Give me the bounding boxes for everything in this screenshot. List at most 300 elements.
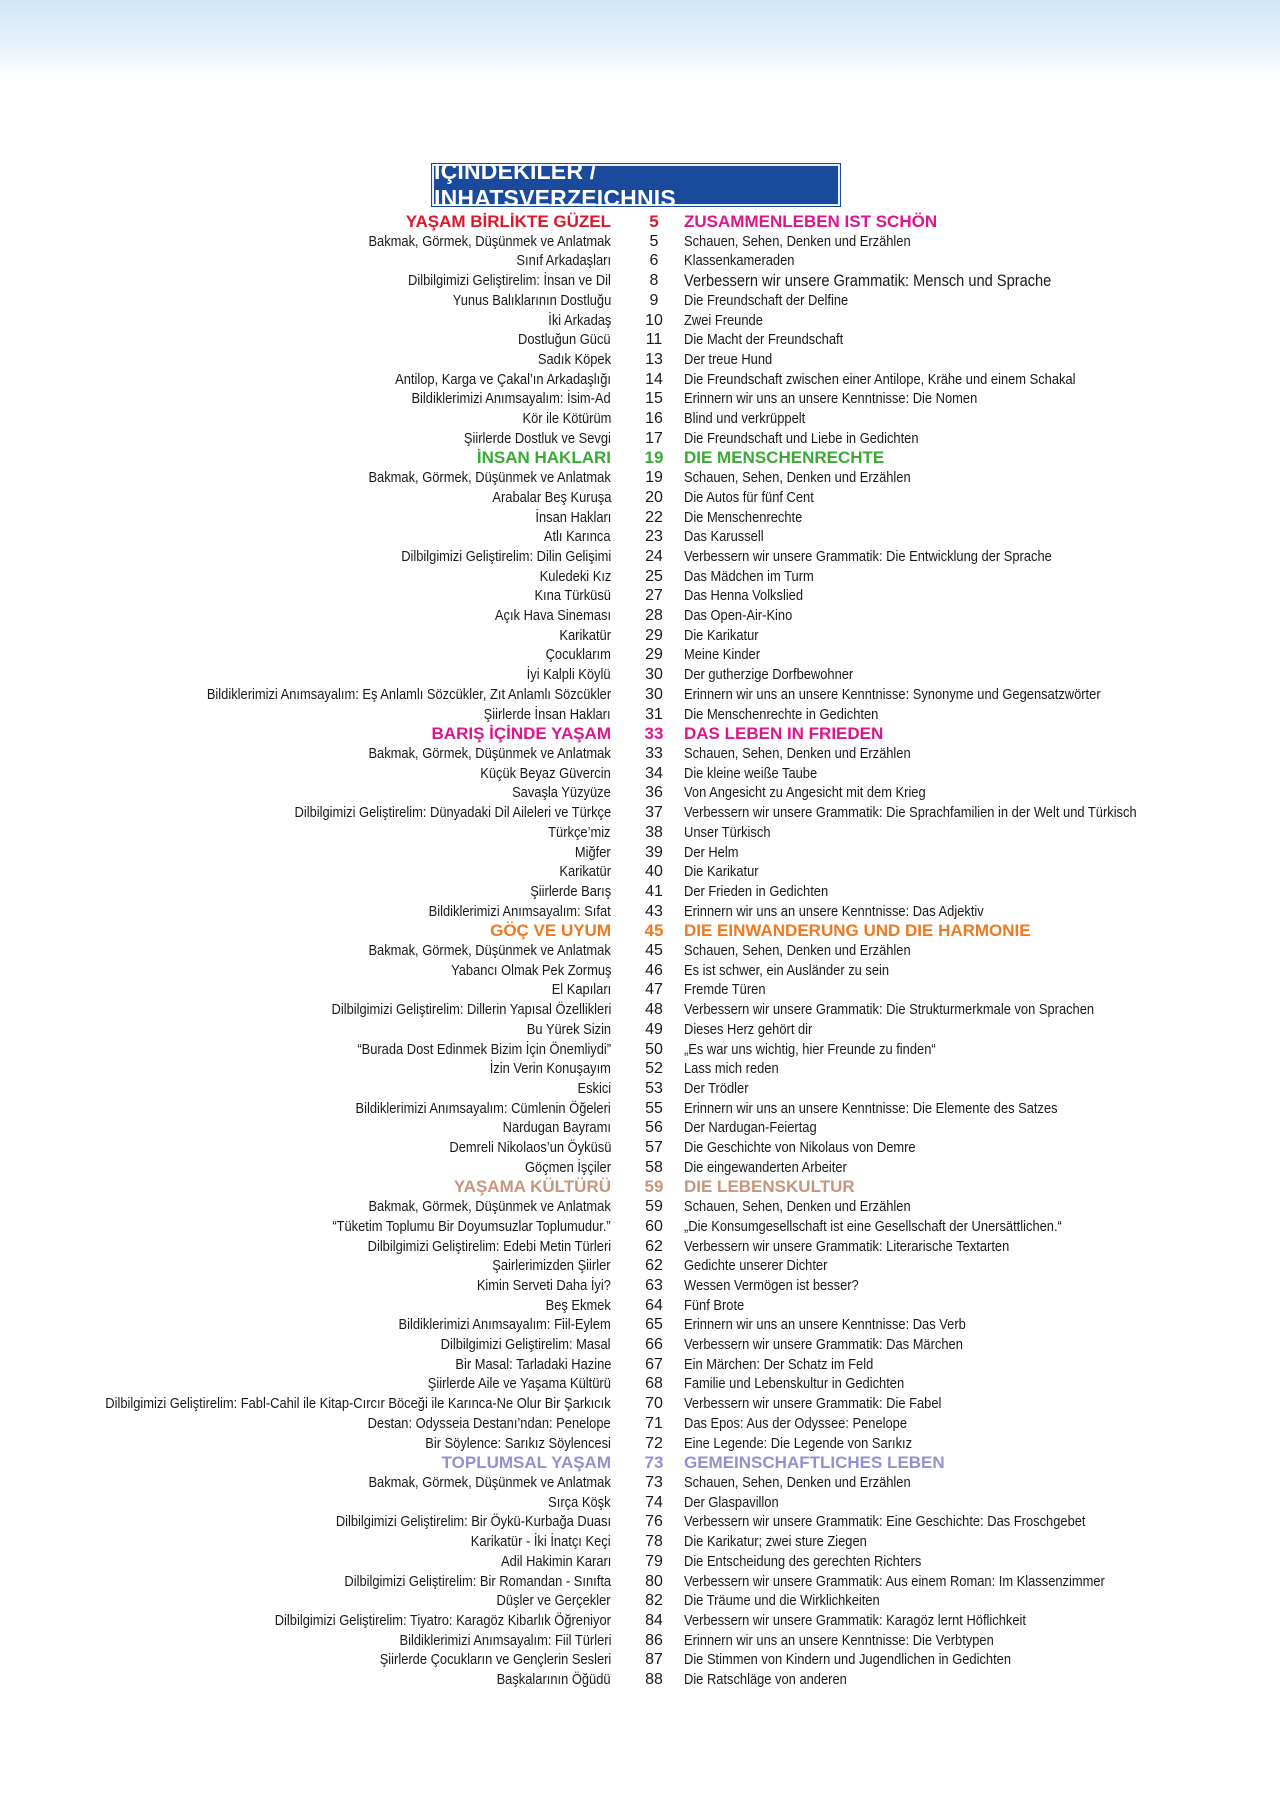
entry-title-de: Verbessern wir unsere Grammatik: Die Entwicklung der Sprache xyxy=(684,547,1052,565)
entry-title-de: Die Macht der Freundschaft xyxy=(684,331,844,349)
toc-row xyxy=(0,626,1280,646)
entry-title-de: Die Freundschaft und Liebe in Gedichten xyxy=(684,429,919,447)
toc-row xyxy=(0,1650,1280,1670)
page-number: 64 xyxy=(645,1296,663,1314)
page-number: 30 xyxy=(645,666,663,684)
entry-title-tr: Dilbilgimizi Geliştirelim: Bir Öykü-Kurbağa Duası xyxy=(335,1513,611,1531)
page-number: 50 xyxy=(645,1040,663,1058)
page-number: 46 xyxy=(645,961,663,979)
toc-row xyxy=(0,1296,1280,1316)
toc-row xyxy=(0,1532,1280,1552)
entry-title-de: Eine Legende: Die Legende von Sarıkız xyxy=(684,1434,913,1452)
entry-title-tr: Bildiklerimizi Anımsayalım: İsim-Ad xyxy=(411,390,611,408)
page-number: 58 xyxy=(645,1158,663,1176)
entry-title-tr: Bakmak, Görmek, Düşünmek ve Anlatmak xyxy=(368,469,611,487)
entry-title-de: Die Karikatur xyxy=(684,863,759,881)
toc-row xyxy=(0,961,1280,981)
entry-title-de: Die Freundschaft zwischen einer Antilope, Krähe und einem Schakal xyxy=(684,370,1076,388)
toc-row xyxy=(0,1394,1280,1414)
entry-title-de: Die Freundschaft der Delfine xyxy=(684,291,849,309)
entry-title-de: Schauen, Sehen, Denken und Erzählen xyxy=(684,1198,911,1216)
entry-title-de: Die Ratschläge von anderen xyxy=(684,1671,847,1689)
entry-title-de: „Die Konsumgesellschaft ist eine Gesellschaft der Unersättlichen.“ xyxy=(684,1217,1062,1235)
page-number: 39 xyxy=(645,843,663,861)
page-number: 65 xyxy=(645,1316,663,1334)
entry-title-tr: Dilbilgimizi Geliştirelim: Dünyadaki Dil Aileleri ve Türkçe xyxy=(294,804,611,822)
toc-row xyxy=(0,1572,1280,1592)
toc-row xyxy=(0,1335,1280,1355)
entry-title-tr: Şiirlerde Dostluk ve Sevgi xyxy=(464,429,611,447)
toc-row xyxy=(0,1473,1280,1493)
section-row xyxy=(0,724,1280,744)
entry-title-tr: Bildiklerimizi Anımsayalım: Fiil-Eylem xyxy=(398,1316,611,1334)
toc-row xyxy=(0,547,1280,567)
page-number: 88 xyxy=(645,1671,663,1689)
page-number: 5 xyxy=(649,232,659,250)
entry-title-tr: Küçük Beyaz Güvercin xyxy=(480,764,611,782)
top-gradient-band xyxy=(0,0,1280,78)
entry-title-de: Die Stimmen von Kindern und Jugendlichen in Gedichten xyxy=(684,1651,1012,1669)
page-number: 86 xyxy=(645,1631,663,1649)
entry-title-de: Die Geschichte von Nikolaus von Demre xyxy=(684,1139,916,1157)
entry-title-tr: Dilbilgimizi Geliştirelim: Dillerin Yapısal Özellikleri xyxy=(331,1001,611,1019)
entry-title-tr: Dostluğun Gücü xyxy=(518,331,611,349)
toc-row xyxy=(0,370,1280,390)
toc-row xyxy=(0,1591,1280,1611)
page-number: 70 xyxy=(645,1395,663,1413)
page-number: 24 xyxy=(645,547,663,565)
page-number: 43 xyxy=(645,902,663,920)
page-number: 68 xyxy=(645,1375,663,1393)
entry-title-tr: Açık Hava Sineması xyxy=(494,607,611,625)
section-title-tr: BARIŞ İÇİNDE YAŞAM xyxy=(431,724,611,744)
page-number: 34 xyxy=(645,764,663,782)
toc-row xyxy=(0,1040,1280,1060)
entry-title-de: Gedichte unserer Dichter xyxy=(684,1257,828,1275)
entry-title-de: Verbessern wir unsere Grammatik: Karagöz lernt Höflichkeit xyxy=(684,1611,1026,1629)
entry-title-tr: Yunus Balıklarının Dostluğu xyxy=(452,291,611,309)
page-number: 52 xyxy=(645,1060,663,1078)
entry-title-tr: Düşler ve Gerçekler xyxy=(497,1592,611,1610)
entry-title-de: Der Glaspavillon xyxy=(684,1493,779,1511)
entry-title-de: Unser Türkisch xyxy=(684,823,771,841)
page-number: 33 xyxy=(645,744,663,762)
toc-row xyxy=(0,606,1280,626)
section-title-de: DAS LEBEN IN FRIEDEN xyxy=(684,724,884,744)
page-number: 22 xyxy=(645,508,663,526)
entry-title-de: Erinnern wir uns an unsere Kenntnisse: Die Nomen xyxy=(684,390,978,408)
entry-title-de: „Es war uns wichtig, hier Freunde zu finden“ xyxy=(684,1040,936,1058)
entry-title-tr: Arabalar Beş Kuruşa xyxy=(491,488,611,506)
entry-title-tr: Eskici xyxy=(577,1079,611,1097)
entry-title-de: Dieses Herz gehört dir xyxy=(684,1020,813,1038)
page-number: 73 xyxy=(644,1453,664,1473)
entry-title-de: Schauen, Sehen, Denken und Erzählen xyxy=(684,232,911,250)
page-number: 29 xyxy=(645,646,663,664)
entry-title-de: Der gutherzige Dorfbewohner xyxy=(684,666,854,684)
entry-title-de: Verbessern wir unsere Grammatik: Eine Geschichte: Das Froschgebet xyxy=(684,1513,1086,1531)
page-number: 23 xyxy=(645,528,663,546)
entry-title-tr: Dilbilgimizi Geliştirelim: Edebi Metin Türleri xyxy=(367,1237,611,1255)
entry-title-tr: “Tüketim Toplumu Bir Doyumsuzlar Toplumudur.” xyxy=(332,1217,611,1235)
entry-title-tr: Beş Ekmek xyxy=(545,1296,611,1314)
entry-title-de: Fünf Brote xyxy=(684,1296,745,1314)
entry-title-de: Meine Kinder xyxy=(684,646,761,664)
toc-row xyxy=(0,902,1280,922)
entry-title-tr: Karikatür - İki İnatçı Keçi xyxy=(471,1533,611,1551)
section-row xyxy=(0,921,1280,941)
toc-row xyxy=(0,527,1280,547)
toc-row xyxy=(0,764,1280,784)
entry-title-tr: İki Arkadaş xyxy=(547,311,611,329)
entry-title-de: Der Frieden in Gedichten xyxy=(684,882,829,900)
toc-row xyxy=(0,567,1280,587)
toc-row xyxy=(0,941,1280,961)
entry-title-tr: Kuledeki Kız xyxy=(539,567,611,585)
toc-row xyxy=(0,1059,1280,1079)
page-number: 82 xyxy=(645,1592,663,1610)
entry-title-de: Erinnern wir uns an unsere Kenntnisse: Das Adjektiv xyxy=(684,902,984,920)
page-number: 8 xyxy=(649,272,659,290)
section-title-tr: TOPLUMSAL YAŞAM xyxy=(441,1453,611,1473)
page-number: 74 xyxy=(645,1493,663,1511)
section-title-de: DIE EINWANDERUNG UND DIE HARMONIE xyxy=(684,921,1031,941)
page-number: 79 xyxy=(645,1552,663,1570)
entry-title-tr: Bakmak, Görmek, Düşünmek ve Anlatmak xyxy=(368,744,611,762)
page-number: 6 xyxy=(649,252,659,270)
page-number: 28 xyxy=(645,607,663,625)
page-number: 73 xyxy=(645,1474,663,1491)
page-number: 15 xyxy=(645,390,663,408)
entry-title-tr: Dilbilgimizi Geliştirelim: Tiyatro: Karagöz Kibarlık Öğreniyor xyxy=(274,1611,611,1629)
entry-title-tr: Bu Yürek Sizin xyxy=(526,1020,611,1038)
page-number: 19 xyxy=(644,448,664,468)
entry-title-tr: Sırça Köşk xyxy=(548,1493,611,1511)
entry-title-tr: Şiirlerde İnsan Hakları xyxy=(484,705,611,723)
entry-title-tr: Bakmak, Görmek, Düşünmek ve Anlatmak xyxy=(368,1198,611,1216)
toc-row xyxy=(0,271,1280,291)
toc-row xyxy=(0,508,1280,528)
table-of-contents xyxy=(0,212,1280,1690)
entry-title-de: Die eingewanderten Arbeiter xyxy=(684,1158,847,1176)
entry-title-tr: Miğfer xyxy=(575,843,611,861)
entry-title-de: Schauen, Sehen, Denken und Erzählen xyxy=(684,744,911,762)
entry-title-tr: Şiirlerde Çocukların ve Gençlerin Sesleri xyxy=(379,1651,611,1669)
entry-title-de: Die Karikatur; zwei sture Ziegen xyxy=(684,1533,867,1551)
entry-title-tr: Sadık Köpek xyxy=(537,350,611,368)
page-number: 87 xyxy=(645,1651,663,1669)
page-number: 59 xyxy=(645,1198,663,1216)
toc-row xyxy=(0,744,1280,764)
entry-title-tr: Şiirlerde Aile ve Yaşama Kültürü xyxy=(427,1375,611,1393)
toc-row xyxy=(0,1276,1280,1296)
entry-title-tr: Dilbilgimizi Geliştirelim: İnsan ve Dil xyxy=(408,272,611,290)
toc-row xyxy=(0,1670,1280,1690)
section-title-tr: YAŞAMA KÜLTÜRÜ xyxy=(453,1177,611,1197)
page-number: 11 xyxy=(645,331,663,349)
toc-row xyxy=(0,1217,1280,1237)
entry-title-de: Zwei Freunde xyxy=(684,311,763,329)
page-number: 84 xyxy=(645,1611,663,1629)
toc-row xyxy=(0,1237,1280,1257)
page-number: 17 xyxy=(645,429,663,447)
entry-title-tr: Şairlerimizden Şiirler xyxy=(492,1257,611,1275)
toc-row xyxy=(0,882,1280,902)
toc-row xyxy=(0,409,1280,429)
section-row xyxy=(0,448,1280,468)
page-number: 59 xyxy=(644,1177,664,1197)
section-title-de: DIE LEBENSKULTUR xyxy=(684,1177,855,1197)
toc-row xyxy=(0,862,1280,882)
entry-title-de: Verbessern wir unsere Grammatik: Literarische Textarten xyxy=(684,1237,1010,1255)
entry-title-tr: Antilop, Karga ve Çakal’ın Arkadaşlığı xyxy=(395,370,611,388)
page-number: 16 xyxy=(645,410,663,428)
entry-title-tr: Dilbilgimizi Geliştirelim: Fabl-Cahil ile Kitap-Cırcır Böceği ile Karınca-Ne Olur Bir Şarkıcık xyxy=(105,1395,611,1413)
page-number: 80 xyxy=(645,1572,663,1590)
toc-row xyxy=(0,1000,1280,1020)
toc-row xyxy=(0,1374,1280,1394)
entry-title-de: Verbessern wir unsere Grammatik: Aus einem Roman: Im Klassenzimmer xyxy=(684,1572,1105,1590)
entry-title-tr: Bildiklerimizi Anımsayalım: Cümlenin Öğeleri xyxy=(355,1099,611,1117)
entry-title-tr: İzin Verin Konuşayım xyxy=(489,1060,611,1078)
entry-title-de: Lass mich reden xyxy=(684,1060,779,1078)
entry-title-de: Wessen Vermögen ist besser? xyxy=(684,1276,859,1294)
page-number: 67 xyxy=(645,1355,663,1373)
page-number: 47 xyxy=(645,981,663,999)
page-number: 19 xyxy=(645,469,663,487)
section-title-tr: GÖÇ VE UYUM xyxy=(490,921,611,941)
entry-title-de: Erinnern wir uns an unsere Kenntnisse: Die Elemente des Satzes xyxy=(684,1099,1058,1117)
page-number: 10 xyxy=(645,311,663,329)
toc-row xyxy=(0,1355,1280,1375)
toc-row xyxy=(0,1552,1280,1572)
page-number: 71 xyxy=(645,1414,663,1432)
page-number: 27 xyxy=(645,587,663,605)
page-number: 36 xyxy=(645,784,663,802)
entry-title-tr: Türkçe’miz xyxy=(548,823,611,841)
entry-title-de: Die Träume und die Wirklichkeiten xyxy=(684,1592,880,1610)
toc-row xyxy=(0,350,1280,370)
page-number: 60 xyxy=(645,1217,663,1235)
page-number: 53 xyxy=(645,1079,663,1097)
entry-title-de: Verbessern wir unsere Grammatik: Die Fabel xyxy=(684,1395,942,1413)
section-row xyxy=(0,1177,1280,1197)
entry-title-tr: El Kapıları xyxy=(551,981,611,999)
page-number: 30 xyxy=(645,685,663,703)
page-number: 20 xyxy=(645,488,663,506)
entry-title-de: Blind und verkrüppelt xyxy=(684,410,806,428)
toc-row xyxy=(0,645,1280,665)
toc-row xyxy=(0,251,1280,271)
page-number: 57 xyxy=(645,1139,663,1157)
toc-row xyxy=(0,232,1280,252)
entry-title-tr: Kına Türküsü xyxy=(534,587,611,605)
entry-title-tr: Karikatür xyxy=(559,863,611,881)
entry-title-de: Das Epos: Aus der Odyssee: Penelope xyxy=(684,1414,908,1432)
page-number: 38 xyxy=(645,823,663,841)
entry-title-tr: Dilbilgimizi Geliştirelim: Dilin Gelişimi xyxy=(400,547,611,565)
toc-row xyxy=(0,488,1280,508)
entry-title-tr: Kör ile Kötürüm xyxy=(522,410,611,428)
entry-title-de: Verbessern wir unsere Grammatik: Das Märchen xyxy=(684,1336,963,1354)
entry-title-tr: Çocuklarım xyxy=(545,646,611,664)
toc-row xyxy=(0,330,1280,350)
page-number: 66 xyxy=(645,1336,663,1354)
page-number: 63 xyxy=(645,1276,663,1294)
entry-title-de: Das Henna Volkslied xyxy=(684,587,804,605)
entry-title-de: Erinnern wir uns an unsere Kenntnisse: Synonyme und Gegensatzwörter xyxy=(684,685,1101,703)
section-row xyxy=(0,212,1280,232)
toc-row xyxy=(0,1611,1280,1631)
page-number: 29 xyxy=(645,626,663,644)
entry-title-tr: Dilbilgimizi Geliştirelim: Bir Romandan - Sınıfta xyxy=(344,1572,611,1590)
entry-title-de: Das Open-Air-Kino xyxy=(684,607,793,625)
toc-row xyxy=(0,586,1280,606)
page-number: 48 xyxy=(645,1001,663,1019)
toc-row xyxy=(0,1315,1280,1335)
entry-title-tr: Kimin Serveti Daha İyi? xyxy=(476,1276,611,1294)
entry-title-tr: Başkalarının Öğüdü xyxy=(496,1671,611,1689)
entry-title-de: Die Menschenrechte in Gedichten xyxy=(684,705,879,723)
entry-title-de: Schauen, Sehen, Denken und Erzählen xyxy=(684,469,911,487)
entry-title-de: Schauen, Sehen, Denken und Erzählen xyxy=(684,942,911,960)
page-title: İÇİNDEKİLER / INHATSVERZEICHNIS xyxy=(432,164,840,206)
toc-row xyxy=(0,803,1280,823)
entry-title-de: Von Angesicht zu Angesicht mit dem Krieg xyxy=(684,784,926,802)
section-title-de: ZUSAMMENLEBEN IST SCHÖN xyxy=(684,212,938,231)
toc-row xyxy=(0,468,1280,488)
entry-title-tr: Bir Masal: Tarladaki Hazine xyxy=(454,1355,611,1373)
entry-title-tr: İyi Kalpli Köylü xyxy=(527,666,611,684)
toc-row xyxy=(0,1197,1280,1217)
entry-title-de: Erinnern wir uns an unsere Kenntnisse: Die Verbtypen xyxy=(684,1631,994,1649)
page-number: 76 xyxy=(645,1513,663,1531)
entry-title-tr: Bakmak, Görmek, Düşünmek ve Anlatmak xyxy=(368,942,611,960)
entry-title-tr: Bildiklerimizi Anımsayalım: Eş Anlamlı Sözcükler, Zıt Anlamlı Sözcükler xyxy=(206,685,611,703)
toc-row xyxy=(0,665,1280,685)
entry-title-de: Die kleine weiße Taube xyxy=(684,764,818,782)
page-number: 56 xyxy=(645,1119,663,1137)
entry-title-de: Erinnern wir uns an unsere Kenntnisse: Das Verb xyxy=(684,1316,966,1334)
toc-row xyxy=(0,1631,1280,1651)
section-title-de: DIE MENSCHENRECHTE xyxy=(684,448,885,468)
toc-row xyxy=(0,1512,1280,1532)
toc-row xyxy=(0,823,1280,843)
page-number: 62 xyxy=(645,1237,663,1255)
entry-title-tr: “Burada Dost Edinmek Bizim İçin Önemliydi” xyxy=(357,1040,611,1058)
page-number: 14 xyxy=(645,370,663,388)
toc-row xyxy=(0,685,1280,705)
toc-row xyxy=(0,1158,1280,1178)
entry-title-tr: Şiirlerde Barış xyxy=(529,882,611,900)
entry-title-de: Die Menschenrechte xyxy=(684,508,803,526)
page-number: 37 xyxy=(645,804,663,822)
entry-title-de: Der Nardugan-Feiertag xyxy=(684,1119,817,1137)
toc-row xyxy=(0,1493,1280,1513)
entry-title-tr: Dilbilgimizi Geliştirelim: Masal xyxy=(441,1336,611,1354)
page-number: 45 xyxy=(644,921,664,941)
toc-row xyxy=(0,1118,1280,1138)
page-number: 40 xyxy=(645,863,663,881)
toc-row xyxy=(0,705,1280,725)
page-number: 13 xyxy=(645,350,663,368)
page-number: 55 xyxy=(645,1099,663,1117)
entry-title-de: Verbessern wir unsere Grammatik: Die Sprachfamilien in der Welt und Türkisch xyxy=(684,804,1137,822)
entry-title-tr: Destan: Odysseia Destanı’ndan: Penelope xyxy=(367,1414,611,1432)
toc-row xyxy=(0,1079,1280,1099)
section-title-tr: YAŞAM BİRLİKTE GÜZEL xyxy=(405,212,611,231)
page-number: 49 xyxy=(645,1020,663,1038)
entry-title-de: Der Helm xyxy=(684,843,739,861)
entry-title-de: Die Karikatur xyxy=(684,626,759,644)
page-number: 72 xyxy=(645,1434,663,1452)
toc-row xyxy=(0,311,1280,331)
entry-title-tr: Adil Hakimin Kararı xyxy=(500,1552,611,1570)
toc-row xyxy=(0,1020,1280,1040)
section-row xyxy=(0,1453,1280,1473)
page-number: 45 xyxy=(645,942,663,960)
toc-row xyxy=(0,1099,1280,1119)
entry-title-tr: Bir Söylence: Sarıkız Söylencesi xyxy=(425,1434,611,1452)
toc-row xyxy=(0,291,1280,311)
toc-row xyxy=(0,980,1280,1000)
entry-title-de: Der Trödler xyxy=(684,1079,749,1097)
entry-title-tr: Yabancı Olmak Pek Zormuş xyxy=(450,961,611,979)
entry-title-de: Das Karussell xyxy=(684,528,764,546)
entry-title-tr: Bakmak, Görmek, Düşünmek ve Anlatmak xyxy=(368,232,611,250)
section-title-tr: İNSAN HAKLARI xyxy=(476,448,611,468)
page-number: 25 xyxy=(645,567,663,585)
entry-title-tr: Karikatür xyxy=(559,626,611,644)
entry-title-tr: Bildiklerimizi Anımsayalım: Sıfat xyxy=(428,902,611,920)
entry-title-de: Das Mädchen im Turm xyxy=(684,567,814,585)
entry-title-tr: Göçmen İşçiler xyxy=(524,1158,611,1176)
entry-title-de: Verbessern wir unsere Grammatik: Die Strukturmerkmale von Sprachen xyxy=(684,1001,1095,1019)
entry-title-de: Familie und Lebenskultur in Gedichten xyxy=(684,1375,905,1393)
toc-row xyxy=(0,1414,1280,1434)
entry-title-de: Fremde Türen xyxy=(684,981,766,999)
toc-row xyxy=(0,1138,1280,1158)
entry-title-de: Der treue Hund xyxy=(684,350,773,368)
toc-row xyxy=(0,1434,1280,1454)
section-title-de: GEMEINSCHAFTLICHES LEBEN xyxy=(684,1453,945,1473)
page-number: 5 xyxy=(649,212,659,231)
entry-title-tr: İnsan Hakları xyxy=(534,508,611,526)
entry-title-de: Es ist schwer, ein Ausländer zu sein xyxy=(684,961,890,979)
entry-title-tr: Bakmak, Görmek, Düşünmek ve Anlatmak xyxy=(368,1474,611,1491)
toc-row xyxy=(0,1256,1280,1276)
page-number: 62 xyxy=(645,1257,663,1275)
entry-title-de: Die Autos für fünf Cent xyxy=(684,488,814,506)
page-number: 31 xyxy=(645,705,663,723)
entry-title-tr: Atlı Karınca xyxy=(544,528,611,546)
entry-title-de: Verbessern wir unsere Grammatik: Mensch und Sprache xyxy=(684,271,1052,291)
entry-title-de: Ein Märchen: Der Schatz im Feld xyxy=(684,1355,874,1373)
toc-row xyxy=(0,783,1280,803)
entry-title-de: Schauen, Sehen, Denken und Erzählen xyxy=(684,1474,911,1491)
entry-title-tr: Sınıf Arkadaşları xyxy=(516,252,611,270)
entry-title-de: Klassenkameraden xyxy=(684,252,795,270)
page-number: 78 xyxy=(645,1533,663,1551)
page-number: 41 xyxy=(645,882,663,900)
toc-row xyxy=(0,843,1280,863)
page-number: 33 xyxy=(644,724,664,744)
toc-row xyxy=(0,429,1280,449)
entry-title-tr: Demreli Nikolaos’un Öyküsü xyxy=(448,1139,611,1157)
entry-title-de: Die Entscheidung des gerechten Richters xyxy=(684,1552,922,1570)
entry-title-tr: Savaşla Yüzyüze xyxy=(512,784,611,802)
toc-row xyxy=(0,389,1280,409)
